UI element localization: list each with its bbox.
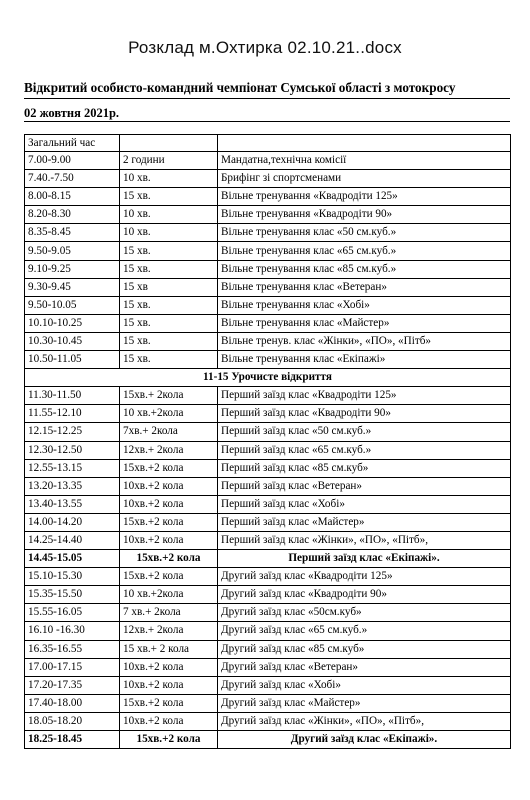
duration-cell: 15 хв. — [120, 314, 218, 332]
time-cell: 15.35-15.50 — [25, 586, 120, 604]
duration-cell: 15хв.+ 2кола — [120, 387, 218, 405]
time-cell: 12.55-13.15 — [25, 459, 120, 477]
document-date: 02 жовтня 2021р. — [24, 106, 120, 120]
table-row — [25, 513, 511, 531]
duration-cell: 7 хв.+ 2кола — [120, 604, 218, 622]
time-cell: 12.30-12.50 — [25, 441, 120, 459]
duration-cell: 10 хв. — [120, 224, 218, 242]
table-row — [25, 170, 511, 188]
duration-cell: 15 хв. — [120, 242, 218, 260]
table-row — [25, 278, 511, 296]
event-cell: Перший заїзд клас «50 см.куб.» — [218, 423, 511, 441]
time-cell: 17.00-17.15 — [25, 658, 120, 676]
time-cell: 8.35-8.45 — [25, 224, 120, 242]
duration-cell: 10хв.+2 кола — [120, 676, 218, 694]
table-row — [25, 206, 511, 224]
table-row — [25, 622, 511, 640]
table-row — [25, 351, 511, 369]
schedule-table-body — [25, 135, 511, 152]
time-cell: 12.15-12.25 — [25, 423, 120, 441]
duration-cell: 12хв.+ 2кола — [120, 622, 218, 640]
time-cell: 18.25-18.45 — [25, 731, 120, 749]
time-cell: 13.20-13.35 — [25, 477, 120, 495]
time-cell: 10.50-11.05 — [25, 351, 120, 369]
date-underline — [24, 121, 510, 122]
time-cell: 16.35-16.55 — [25, 640, 120, 658]
event-cell: Вільне тренування клас «Майстер» — [218, 314, 511, 332]
event-cell: Вільне тренування «Квадродіти 125» — [218, 188, 511, 206]
event-cell: Вільне тренування клас «Екіпажі» — [218, 351, 511, 369]
duration-cell: 15 хв. — [120, 332, 218, 350]
table-row — [25, 676, 511, 694]
opening-row — [25, 369, 511, 387]
table-row — [25, 332, 511, 350]
event-cell: Вільне тренування «Квадродіти 90» — [218, 206, 511, 224]
time-cell: 7.40.-7.50 — [25, 170, 120, 188]
event-cell: Перший заїзд клас «Екіпажі». — [218, 550, 511, 568]
table-row — [25, 242, 511, 260]
duration-cell: 10хв.+2 кола — [120, 658, 218, 676]
table-row — [25, 188, 511, 206]
event-cell: Другий заїзд клас «Хобі» — [218, 676, 511, 694]
table-row — [25, 640, 511, 658]
event-cell: Вільне тренування клас «85 см.куб.» — [218, 260, 511, 278]
time-cell: 13.40-13.55 — [25, 495, 120, 513]
event-cell: Другий заїзд клас «85 см.куб» — [218, 640, 511, 658]
time-cell: 11.30-11.50 — [25, 387, 120, 405]
time-cell: 11.55-12.10 — [25, 405, 120, 423]
table-row — [25, 658, 511, 676]
duration-cell: 12хв.+ 2кола — [120, 441, 218, 459]
time-cell: 9.10-9.25 — [25, 260, 120, 278]
race-rows — [25, 387, 511, 749]
header-total-time: Загальний час — [25, 135, 120, 152]
table-row — [25, 152, 511, 170]
table-row — [25, 296, 511, 314]
table-row — [25, 387, 511, 405]
duration-cell: 7хв.+ 2кола — [120, 423, 218, 441]
table-row — [25, 224, 511, 242]
table-row — [25, 423, 511, 441]
duration-cell: 10 хв.+2кола — [120, 586, 218, 604]
event-cell: Вільне тренування клас «50 см.куб.» — [218, 224, 511, 242]
duration-cell: 15 хв. — [120, 260, 218, 278]
duration-cell: 15хв.+2 кола — [120, 568, 218, 586]
time-cell: 9.50-10.05 — [25, 296, 120, 314]
table-header-row — [25, 135, 511, 152]
duration-cell: 15 хв. — [120, 188, 218, 206]
time-cell: 14.45-15.05 — [25, 550, 120, 568]
table-row — [25, 477, 511, 495]
time-cell: 10.10-10.25 — [25, 314, 120, 332]
opening-section — [25, 369, 511, 387]
table-row — [25, 441, 511, 459]
time-cell: 10.30-10.45 — [25, 332, 120, 350]
time-cell: 8.00-8.15 — [25, 188, 120, 206]
table-row — [25, 550, 511, 568]
event-cell: Другий заїзд клас «Жінки», «ПО», «Пітб», — [218, 712, 511, 730]
event-cell: Перший заїзд клас «Хобі» — [218, 495, 511, 513]
time-cell: 16.10 -16.30 — [25, 622, 120, 640]
table-row — [25, 604, 511, 622]
duration-cell: 10 хв. — [120, 170, 218, 188]
event-cell: Другий заїзд клас «65 см.куб.» — [218, 622, 511, 640]
time-cell: 18.05-18.20 — [25, 712, 120, 730]
duration-cell: 10 хв. — [120, 206, 218, 224]
table-row — [25, 568, 511, 586]
time-cell: 8.20-8.30 — [25, 206, 120, 224]
duration-cell: 2 години — [120, 152, 218, 170]
duration-cell: 10хв.+2 кола — [120, 495, 218, 513]
event-cell: Перший заїзд клас «65 см.куб.» — [218, 441, 511, 459]
table-row — [25, 495, 511, 513]
training-rows — [25, 152, 511, 369]
time-cell: 15.55-16.05 — [25, 604, 120, 622]
table-row — [25, 260, 511, 278]
schedule-table — [24, 134, 511, 749]
duration-cell: 15хв.+2 кола — [120, 459, 218, 477]
duration-cell: 10хв.+2 кола — [120, 477, 218, 495]
event-cell: Другий заїзд клас «Ветеран» — [218, 658, 511, 676]
time-cell: 15.10-15.30 — [25, 568, 120, 586]
table-row — [25, 712, 511, 730]
event-cell: Перший заїзд клас «Ветеран» — [218, 477, 511, 495]
event-cell: Вільне тренув. клас «Жінки», «ПО», «Пітб» — [218, 332, 511, 350]
duration-cell: 15 хв. — [120, 296, 218, 314]
table-row — [25, 531, 511, 549]
document-file-title: Розклад м.Охтирка 02.10.21..docx — [128, 38, 402, 57]
table-row — [25, 459, 511, 477]
event-cell: Брифінг зі спортсменами — [218, 170, 511, 188]
event-cell: Перший заїзд клас «Майстер» — [218, 513, 511, 531]
table-row — [25, 314, 511, 332]
table-row — [25, 586, 511, 604]
duration-cell: 15 хв. — [120, 351, 218, 369]
time-cell: 9.50-9.05 — [25, 242, 120, 260]
duration-cell: 15хв.+2 кола — [120, 694, 218, 712]
event-cell: Другий заїзд клас «Квадродіти 125» — [218, 568, 511, 586]
event-cell: Вільне тренування клас «65 см.куб.» — [218, 242, 511, 260]
event-cell: Другий заїзд клас «Майстер» — [218, 694, 511, 712]
opening-ceremony-cell: 11-15 Урочисте відкриття — [25, 369, 511, 387]
table-row — [25, 731, 511, 749]
duration-cell: 15 хв.+ 2 кола — [120, 640, 218, 658]
duration-cell: 10 хв.+2кола — [120, 405, 218, 423]
event-cell: Вільне тренування клас «Хобі» — [218, 296, 511, 314]
time-cell: 17.20-17.35 — [25, 676, 120, 694]
header-empty-cell — [218, 135, 511, 152]
time-cell: 17.40-18.00 — [25, 694, 120, 712]
event-cell: Другий заїзд клас «Екіпажі». — [218, 731, 511, 749]
duration-cell: 15 хв — [120, 278, 218, 296]
event-cell: Перший заїзд клас «Квадродіти 125» — [218, 387, 511, 405]
document-heading: Відкритий особисто-командний чемпіонат Сумської області з мотокросу — [24, 80, 456, 95]
table-row — [25, 405, 511, 423]
header-empty-cell — [120, 135, 218, 152]
time-cell: 7.00-9.00 — [25, 152, 120, 170]
event-cell: Вільне тренування клас «Ветеран» — [218, 278, 511, 296]
duration-cell: 15хв.+2 кола — [120, 513, 218, 531]
heading-underline — [24, 98, 510, 99]
event-cell: Перший заїзд клас «85 см.куб» — [218, 459, 511, 477]
event-cell: Мандатна,технічна комісії — [218, 152, 511, 170]
time-cell: 14.00-14.20 — [25, 513, 120, 531]
duration-cell: 10хв.+2 кола — [120, 712, 218, 730]
time-cell: 9.30-9.45 — [25, 278, 120, 296]
duration-cell: 15хв.+2 кола — [120, 731, 218, 749]
event-cell: Другий заїзд клас «Квадродіти 90» — [218, 586, 511, 604]
duration-cell: 15хв.+2 кола — [120, 550, 218, 568]
table-row — [25, 694, 511, 712]
duration-cell: 10хв.+2 кола — [120, 531, 218, 549]
event-cell: Перший заїзд клас «Жінки», «ПО», «Пітб», — [218, 531, 511, 549]
event-cell: Перший заїзд клас «Квадродіти 90» — [218, 405, 511, 423]
time-cell: 14.25-14.40 — [25, 531, 120, 549]
event-cell: Другий заїзд клас «50см.куб» — [218, 604, 511, 622]
